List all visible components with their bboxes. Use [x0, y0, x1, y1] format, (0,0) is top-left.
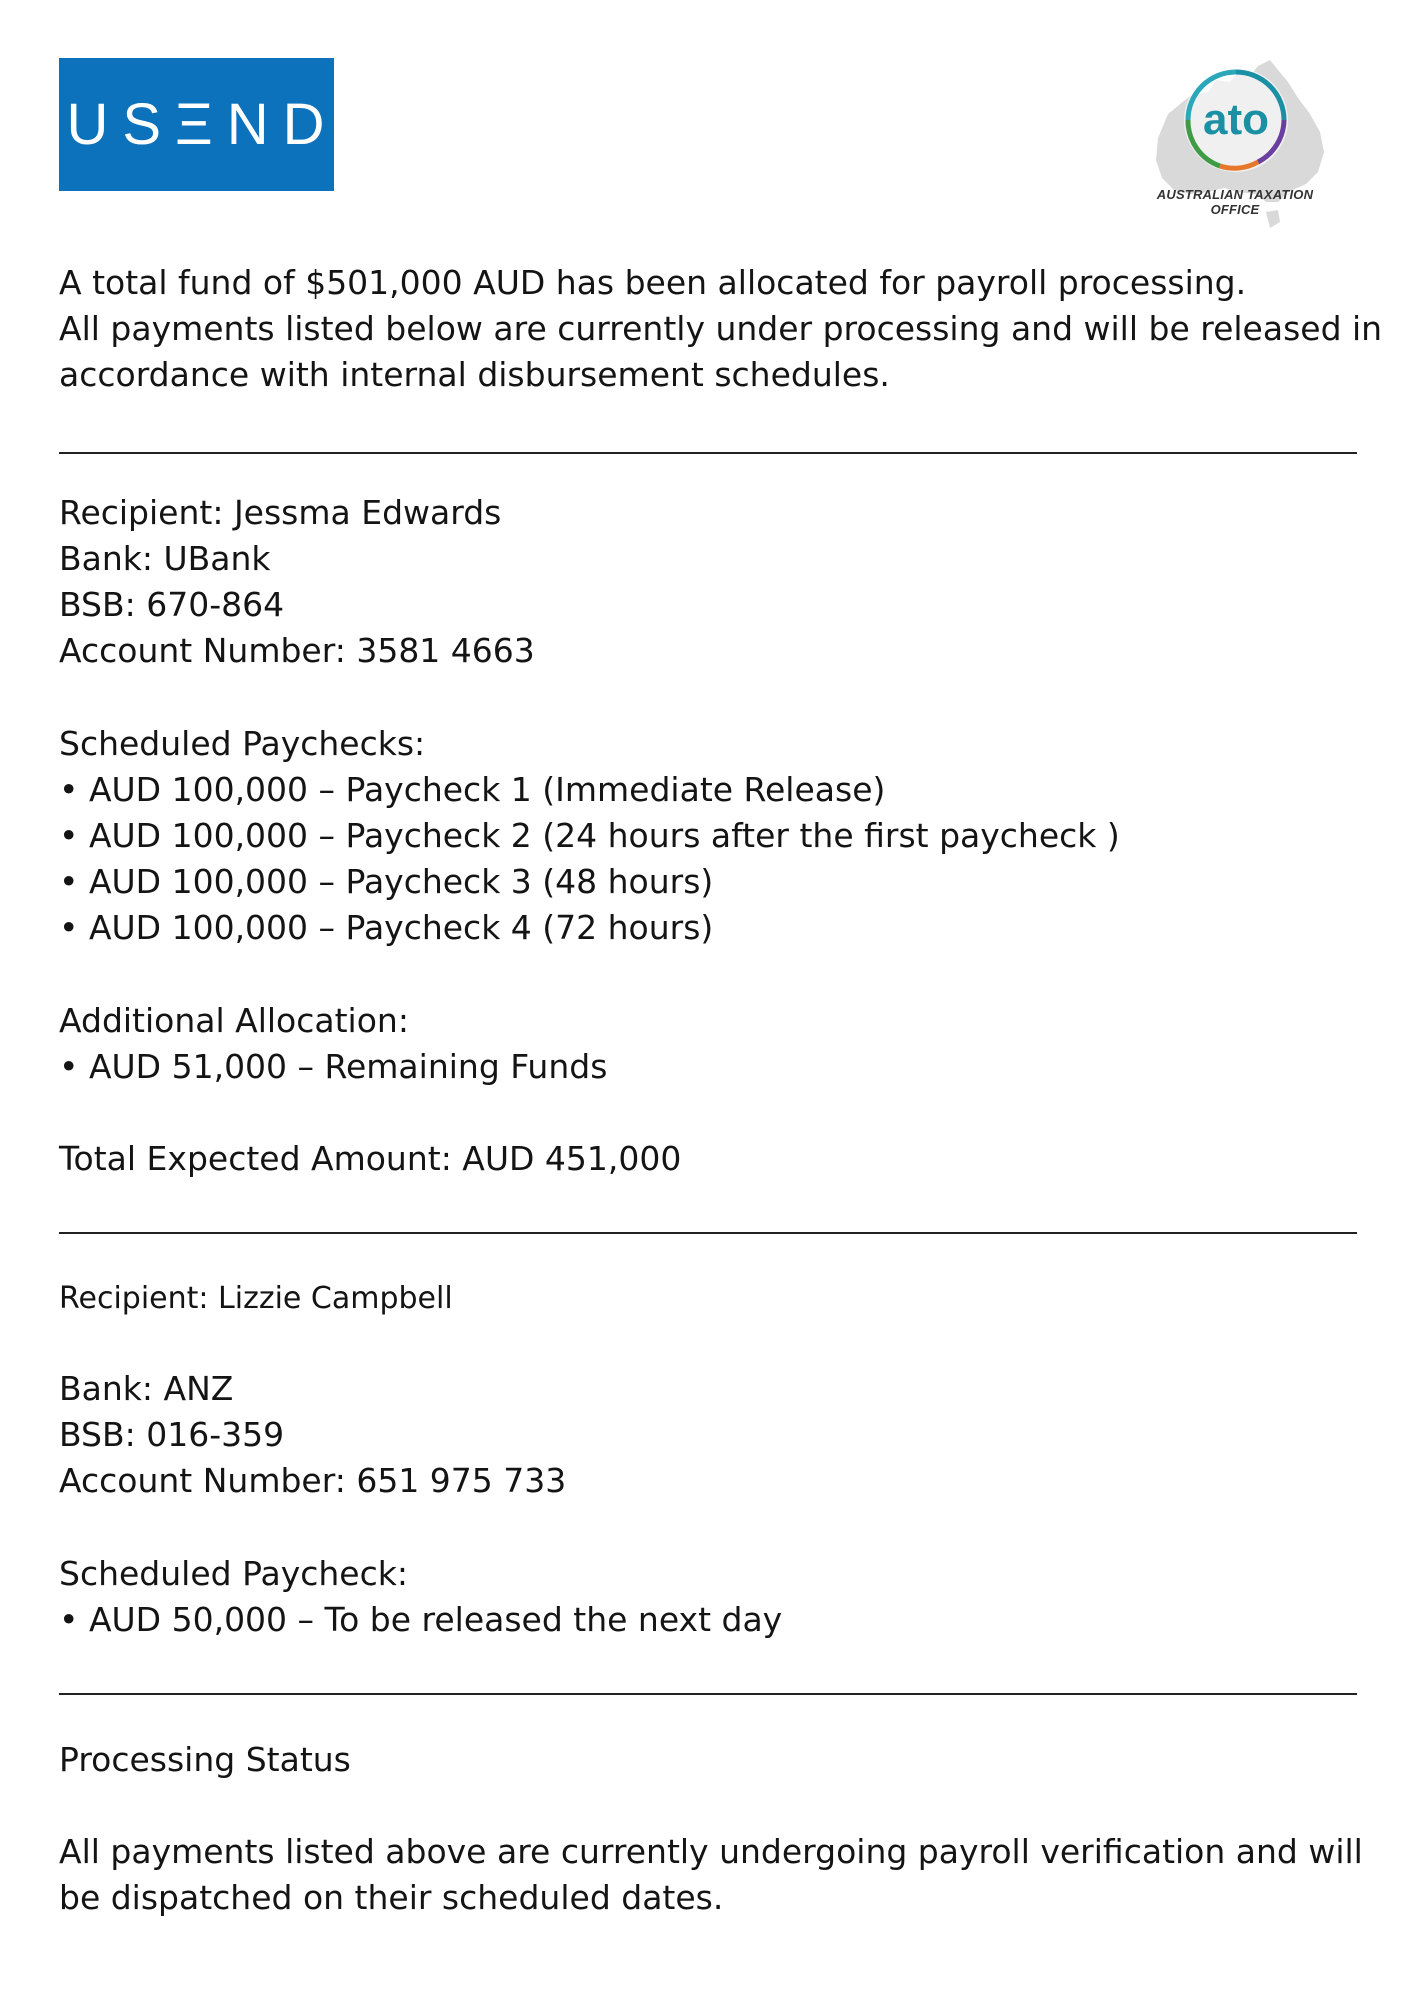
- additional-heading: Additional Allocation:: [59, 1001, 409, 1040]
- recipient-1-paychecks: [59, 721, 1120, 951]
- list-item: • AUD 100,000 – Paycheck 2 (24 hours after the first paycheck ): [59, 816, 1120, 855]
- recipient-2-paycheck: [59, 1551, 782, 1643]
- recipient-1-account: Account Number: 3581 4663: [59, 631, 535, 670]
- recipient-2-bank: Bank: ANZ: [59, 1369, 234, 1408]
- status-line-1: All payments listed above are currently undergoing payroll verification and will: [59, 1832, 1363, 1871]
- divider: [59, 1693, 1357, 1695]
- recipient-2-details: [59, 1366, 566, 1504]
- total-expected-amount: Total Expected Amount: AUD 451,000: [59, 1139, 682, 1178]
- intro-line-1: A total fund of $501,000 AUD has been allocated for payroll processing.: [59, 263, 1247, 302]
- divider: [59, 1232, 1357, 1234]
- divider: [59, 452, 1357, 454]
- recipient-2-account: Account Number: 651 975 733: [59, 1461, 567, 1500]
- recipient-1-bank: Bank: UBank: [59, 539, 271, 578]
- list-item: • AUD 100,000 – Paycheck 4 (72 hours): [59, 908, 714, 947]
- status-line-2: be dispatched on their scheduled dates.: [59, 1878, 724, 1917]
- list-item: • AUD 50,000 – To be released the next day: [59, 1600, 783, 1639]
- recipient-1-bsb: BSB: 670-864: [59, 585, 285, 624]
- usend-logo: [59, 58, 339, 191]
- list-item: • AUD 51,000 – Remaining Funds: [59, 1047, 608, 1086]
- recipient-1-name: Recipient: Jessma Edwards: [59, 493, 502, 532]
- processing-status-heading: Processing Status: [59, 1740, 351, 1779]
- usend-logo-text: USΞND: [66, 92, 339, 157]
- paychecks-heading: Scheduled Paychecks:: [59, 724, 426, 763]
- intro-line-2: All payments listed below are currently under processing and will be released in: [59, 309, 1383, 348]
- intro-paragraph: [59, 260, 1382, 398]
- list-item: • AUD 100,000 – Paycheck 3 (48 hours): [59, 862, 714, 901]
- paycheck-heading: Scheduled Paycheck:: [59, 1554, 408, 1593]
- recipient-1-total: [59, 1136, 681, 1182]
- recipient-1-additional: [59, 998, 607, 1090]
- recipient-2-header: [59, 1276, 453, 1322]
- processing-status-paragraph: [59, 1829, 1363, 1921]
- intro-line-3: accordance with internal disbursement schedules.: [59, 355, 890, 394]
- list-item: • AUD 100,000 – Paycheck 1 (Immediate Release): [59, 770, 886, 809]
- ato-logo-text: ato: [1203, 95, 1269, 144]
- recipient-2-name: Recipient: Lizzie Campbell: [59, 1281, 453, 1316]
- processing-status-heading-block: [59, 1737, 351, 1783]
- recipient-2-bsb: BSB: 016-359: [59, 1415, 285, 1454]
- recipient-1-details: [59, 490, 535, 674]
- ato-caption: AUSTRALIAN TAXATION OFFICE: [1156, 187, 1314, 217]
